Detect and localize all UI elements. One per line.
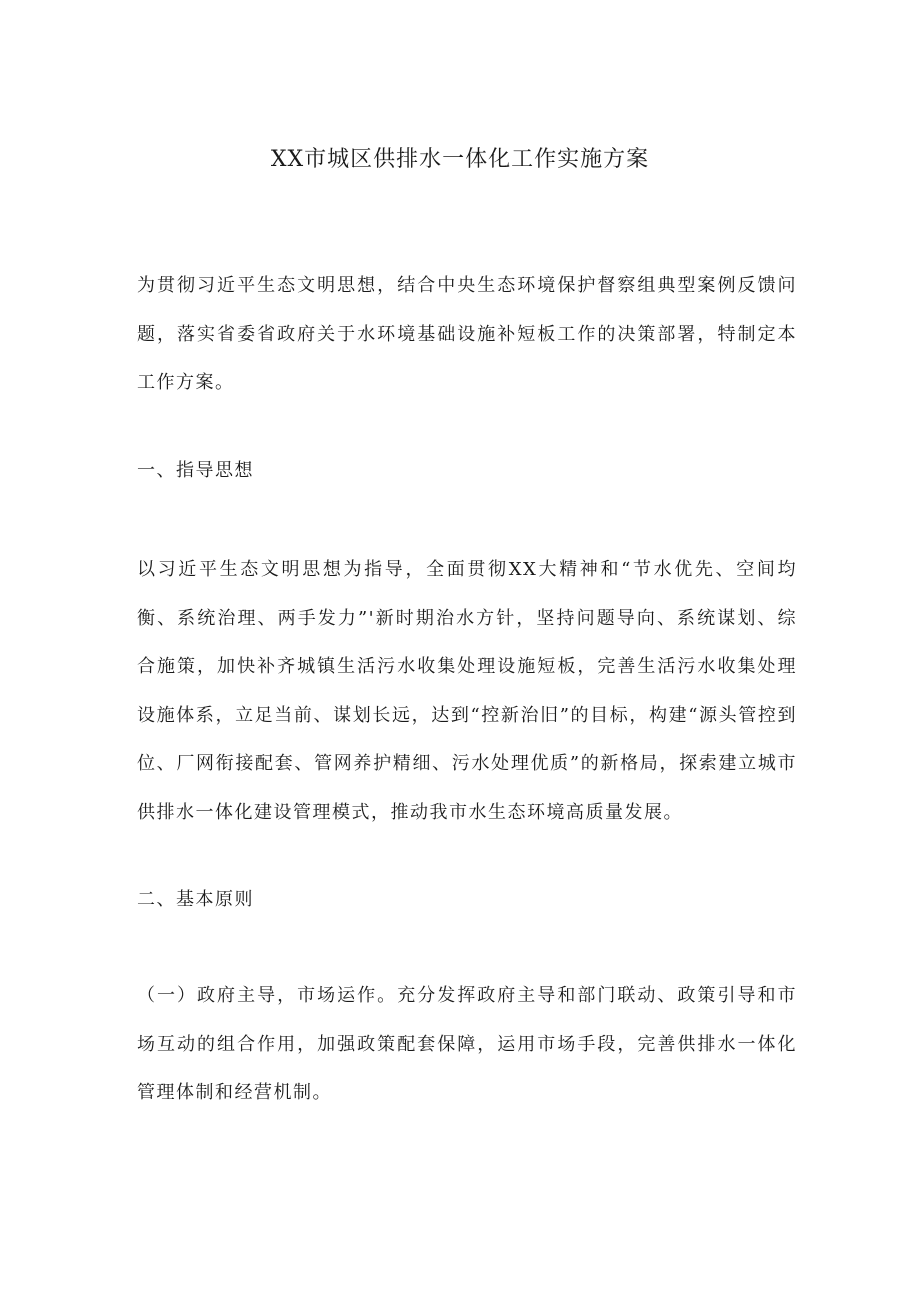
principle-paragraph-1: （一）政府主导，市场运作。充分发挥政府主导和部门联动、政策引导和市场互动的组合作用，加强政策配套保障，运用市场手段，完善供排水一体化管理体制和经营机制。 xyxy=(137,985,797,1103)
guiding-ideology-paragraph: 以习近平生态文明思想为指导，全面贯彻XX大精神和“节水优先、空间均衡、系统治理、两手发力”'新时期治水方针，坚持问题导向、系统谋划、综合施策，加快补齐城镇生活污水收集处理设施短板，完善生活污水收集处理设施体系，立足当前、谋划长远，达到“控新治旧”的目标，构建“源头管控到位、厂网衔接配套、管网养护精细、污水处理优质”的新格局，探索建立城市供排水一体化建设管理模式，推动我市水生态环境高质量发展。 xyxy=(137,559,797,823)
document-title: XX市城区供排水一体化工作实施方案 xyxy=(270,147,650,172)
section-heading-basic-principles: 二、基本原则 xyxy=(137,889,254,910)
section-heading-guiding-ideology: 一、指导思想 xyxy=(137,460,254,481)
intro-paragraph: 为贯彻习近平生态文明思想，结合中央生态环境保护督察组典型案例反馈问题，落实省委省政府关于水环境基础设施补短板工作的决策部署，特制定本工作方案。 xyxy=(137,275,797,393)
